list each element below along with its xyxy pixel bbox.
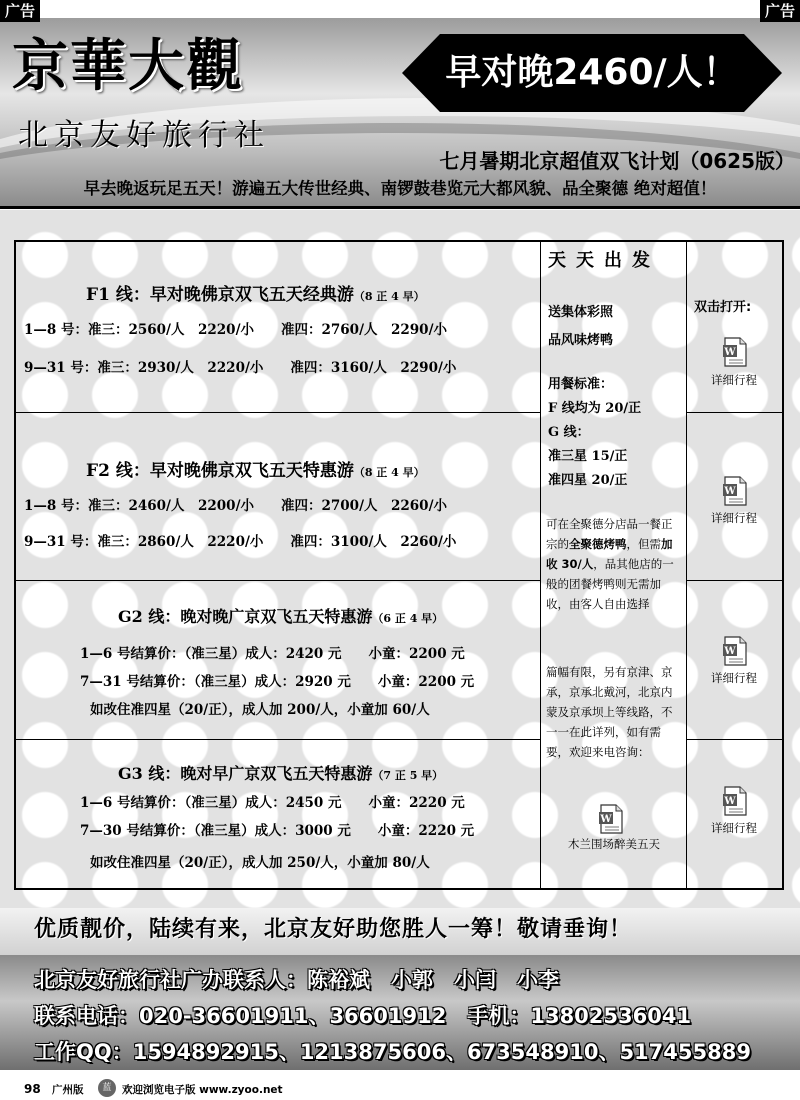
page-footer	[0, 1076, 800, 1100]
svg-text:W: W	[724, 796, 736, 807]
svg-text:W: W	[600, 814, 612, 825]
brand-subtitle: 北京友好旅行社	[18, 118, 270, 153]
route-f1	[16, 242, 540, 412]
route-title-text: G2 线：晚对晚广京双飞五天特惠游	[118, 607, 373, 626]
route-g2	[16, 580, 540, 739]
more-routes-note: 篇幅有限，另有京津、京承，京承北戴河，北京内蒙及京承坝上等线路，不一一在此详列，如有需要，欢迎来电咨询：	[546, 665, 673, 759]
meal-3-star: 准三星 15/正	[548, 449, 628, 464]
contact-persons: 北京友好旅行社广办联系人：陈裕斌 小郭 小闫 小李	[34, 968, 559, 992]
brand-logo: 京華大觀	[12, 33, 244, 99]
double-click-hint: 双击打开:	[694, 300, 752, 315]
route-table	[14, 240, 784, 890]
price-row: 1—6 号结算价：（准三星）成人：2450 元 小童：2220 元	[80, 795, 465, 811]
svg-text:W: W	[724, 486, 736, 497]
svg-text:W: W	[724, 347, 736, 358]
word-doc-icon[interactable]	[598, 804, 624, 834]
svg-text:W: W	[724, 646, 736, 657]
price-row: 7—31 号结算价：（准三星）成人：2920 元 小童：2200 元	[80, 674, 475, 690]
route-title-text: F2 线：早对晚佛京双飞五天特惠游	[86, 461, 354, 481]
edition-label: 广州版	[52, 1084, 84, 1096]
itinerary-link-f2[interactable]: 详细行程	[711, 511, 757, 525]
website-link[interactable]: 欢迎浏览电子版 www.zyoo.net	[122, 1084, 283, 1096]
ad-label-right: 广告	[760, 0, 800, 22]
itinerary-link-g2[interactable]: 详细行程	[711, 671, 757, 685]
route-meal-note: （6 正 4 早）	[372, 612, 444, 625]
note-text: 可在全聚德分店品一餐正宗的	[546, 517, 673, 551]
daily-departure: 天天出发	[548, 250, 660, 271]
route-title-text: F1 线：早对晚佛京双飞五天经典游	[86, 285, 354, 305]
price-row: 9—31 号：准三：2860/人 2220/小 准四：3100/人 2260/小	[24, 534, 457, 550]
meal-4-star: 准四星 20/正	[548, 473, 628, 488]
ad-label-left: 广告	[0, 0, 40, 22]
itinerary-link-g3[interactable]: 详细行程	[711, 821, 757, 835]
itinerary-link-f1[interactable]: 详细行程	[711, 373, 757, 387]
note-bold: 加收 30/人	[546, 537, 673, 571]
publisher-logo: 蓝	[98, 1079, 116, 1097]
price-row: 如改住准四星（20/正），成人加 250/人，小童加 80/人	[90, 855, 430, 871]
contact-phone: 联系电话：020-36601911、36601912 手机：13802536041	[34, 1004, 692, 1028]
header-divider	[0, 206, 800, 209]
route-g3	[16, 739, 540, 888]
price-row: 1—8 号：准三：2460/人 2200/小 准四：2700/人 2260/小	[24, 498, 448, 514]
route-title	[86, 456, 425, 481]
notes-column	[540, 242, 686, 888]
peking-duck-note	[546, 514, 682, 614]
gift-duck: 品风味烤鸭	[548, 333, 614, 348]
word-doc-icon[interactable]	[722, 636, 748, 666]
plan-title: 七月暑期北京超值双飞计划（0625版）	[439, 149, 795, 173]
meal-standard: 用餐标准：	[548, 377, 614, 392]
word-doc-icon[interactable]	[722, 337, 748, 367]
route-title-text: G3 线：晚对早广京双飞五天特惠游	[118, 764, 373, 783]
price-row: 1—8 号：准三：2560/人 2220/小 准四：2760/人 2290/小	[24, 322, 448, 338]
price-row: 9—31 号：准三：2930/人 2220/小 准四：3160/人 2290/小	[24, 360, 457, 376]
price-row: 1—6 号结算价：（准三星）成人：2420 元 小童：2200 元	[80, 646, 465, 662]
route-title	[86, 280, 425, 305]
price-row: 如改住准四星（20/正），成人加 200/人，小童加 60/人	[90, 702, 430, 718]
word-doc-icon[interactable]	[722, 476, 748, 506]
route-title	[118, 761, 443, 784]
note-text: ，品其他店的一般的团餐烤鸭则无需加收，由客人自由选择	[546, 557, 674, 611]
price-banner: 早对晚2460/人！	[445, 52, 739, 93]
slogan: 优质靓价，陆续有来，北京友好助您胜人一筹！敬请垂询！	[34, 917, 633, 942]
meal-f-line: F 线均为 20/正	[548, 401, 642, 416]
tagline: 早去晚返玩足五天！游遍五大传世经典、南锣鼓巷览元大都风貌、品全聚德 绝对超值！	[83, 179, 717, 198]
route-title	[118, 604, 443, 627]
meal-g-line: G 线：	[548, 425, 590, 440]
word-doc-icon[interactable]	[722, 786, 748, 816]
note-bold: 全聚德烤鸭	[569, 537, 627, 551]
mulan-link[interactable]: 木兰围场醉美五天	[568, 837, 660, 851]
contact-qq: 工作QQ：1594892915、1213875606、673548910、517455889	[34, 1040, 751, 1064]
gift-photo: 送集体彩照	[548, 305, 614, 320]
route-meal-note: （7 正 5 早）	[372, 769, 444, 782]
page-number: 98	[24, 1082, 41, 1096]
downloads-column	[686, 242, 782, 888]
route-meal-note: （8 正 4 早）	[353, 466, 425, 479]
route-meal-note: （8 正 4 早）	[353, 290, 425, 303]
price-row: 7—30 号结算价：（准三星）成人：3000 元 小童：2220 元	[80, 823, 475, 839]
route-f2	[16, 412, 540, 580]
note-text: ，但需	[626, 537, 661, 551]
